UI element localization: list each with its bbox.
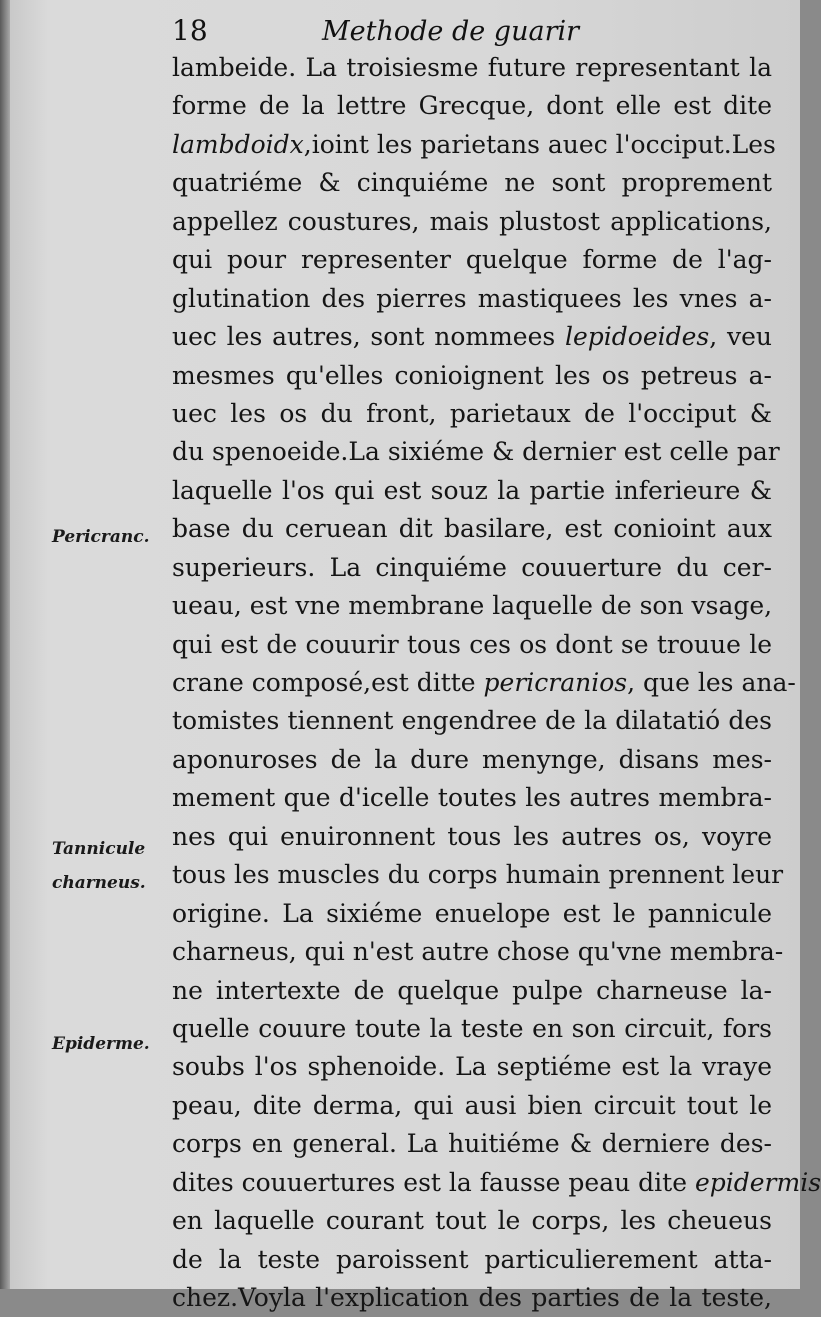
line-text-before: dites couuertures est la fausse peau dite [172,1167,695,1197]
italic-term: lambdoidx [172,129,304,159]
text-line [172,779,772,817]
line-text: qui pour representer quelque forme de l'ag- [172,245,772,275]
line-text: mesmes qu'elles conioignent les os petreus a- [172,360,772,390]
line-text-before: uec les autres, sont nommees [172,322,565,352]
text-line [172,741,772,779]
line-text: tomistes tiennent engendree de la dilatatió des [172,706,772,736]
line-text: superieurs. La cinquiéme couuerture du cer- [172,552,772,582]
text-line [172,549,772,587]
text-line [172,1048,772,1086]
text-line [172,280,772,318]
italic-term: pericranios [483,668,628,697]
margin-note-epiderme: Epiderme. [52,1034,150,1054]
text-line [172,510,772,548]
line-text-after: ,ioint les parietans auec l'occiput.Les [303,129,776,159]
text-line [172,587,772,625]
line-text: tous les muscles du corps humain prennent leur [172,860,784,890]
line-text: de la teste paroissent particulierement atta- [172,1244,772,1274]
text-line [172,856,784,894]
line-text: en laquelle courant tout le corps, les cheueus [172,1206,772,1236]
margin-note-pannicule-2: charneus. [52,873,146,893]
line-text: forme de la lettre Grecque, dont elle est dite [172,91,772,121]
text-line [172,87,772,125]
line-text: corps en general. La huitiéme & derniere des- [172,1129,772,1159]
text-line [172,395,772,433]
line-text: qui est de couurir tous ces os dont se trouue le [172,629,772,659]
text-line [172,203,772,241]
line-text: laquelle l'os qui est souz la partie inferieure & [172,475,772,505]
line-text: charneus, qui n'est autre chose qu'vne membra- [172,937,784,967]
italic-term: epidermis [694,1167,821,1197]
line-text: origine. La sixiéme enuelope est le pannicule [172,898,772,928]
italic-term: lepidoeides [564,322,710,352]
line-text: glutination des pierres mastiquees les vnes a- [172,283,772,313]
text-line [172,895,772,933]
text-line [172,1279,772,1317]
line-text: ne intertexte de quelque pulpe charneuse la- [172,975,772,1005]
text-line [172,318,772,356]
line-text: du spenoeide.La sixiéme & dernier est celle par [172,437,780,467]
line-text: soubs l'os sphenoide. La septiéme est la vraye [172,1052,772,1082]
line-text: quatriéme & cinquiéme ne sont proprement [172,168,772,198]
text-line [172,702,772,740]
line-text-after: , veu [709,322,772,352]
text-line [172,664,796,702]
line-text: aponuroses de la dure menynge, disans mes- [172,744,772,774]
line-text: lambeide. La troisiesme future representant la [172,53,772,82]
text-line [172,626,772,664]
text-line [172,1164,821,1202]
text-line [172,357,772,395]
text-line [172,972,772,1010]
page-number: 18 [172,14,208,47]
text-line [172,1125,772,1163]
text-line [172,818,772,856]
text-line [172,933,784,971]
page-gutter-shadow [0,0,10,1289]
text-line [172,1202,772,1240]
text-line [172,164,772,202]
margin-note-pericrane: Pericranc. [52,527,150,547]
text-line [172,433,780,471]
line-text-before: crane composé,est ditte [172,668,484,697]
text-line [172,1010,772,1048]
line-text: mement que d'icelle toutes les autres membra- [172,783,772,813]
text-line [172,49,772,87]
page-header [172,14,772,54]
running-title: Methode de guarir [322,16,580,47]
text-line [172,1087,772,1125]
line-text-after: , que les ana- [627,668,796,697]
text-line [172,126,776,164]
line-text: ueau, est vne membrane laquelle de son vsage, [172,591,773,621]
text-line [172,472,772,510]
text-line [172,1241,772,1279]
line-text: chez.Voyla l'explication des parties de la teste, [172,1283,772,1312]
body-text [172,49,821,1317]
line-text: uec les os du front, parietaux de l'occiput & [172,398,772,428]
margin-note-pannicule-1: Tannicule [52,839,146,859]
line-text: quelle couure toute la teste en son circuit, fors [172,1013,772,1043]
line-text: peau, dite derma, qui ausi bien circuit tout le [172,1090,772,1120]
line-text: appellez coustures, mais plustost applications, [172,206,772,236]
line-text: base du ceruean dit basilare, est conioint aux [172,514,772,544]
text-line [172,241,772,279]
line-text: nes qui enuironnent tous les autres os, voyre [172,821,772,851]
